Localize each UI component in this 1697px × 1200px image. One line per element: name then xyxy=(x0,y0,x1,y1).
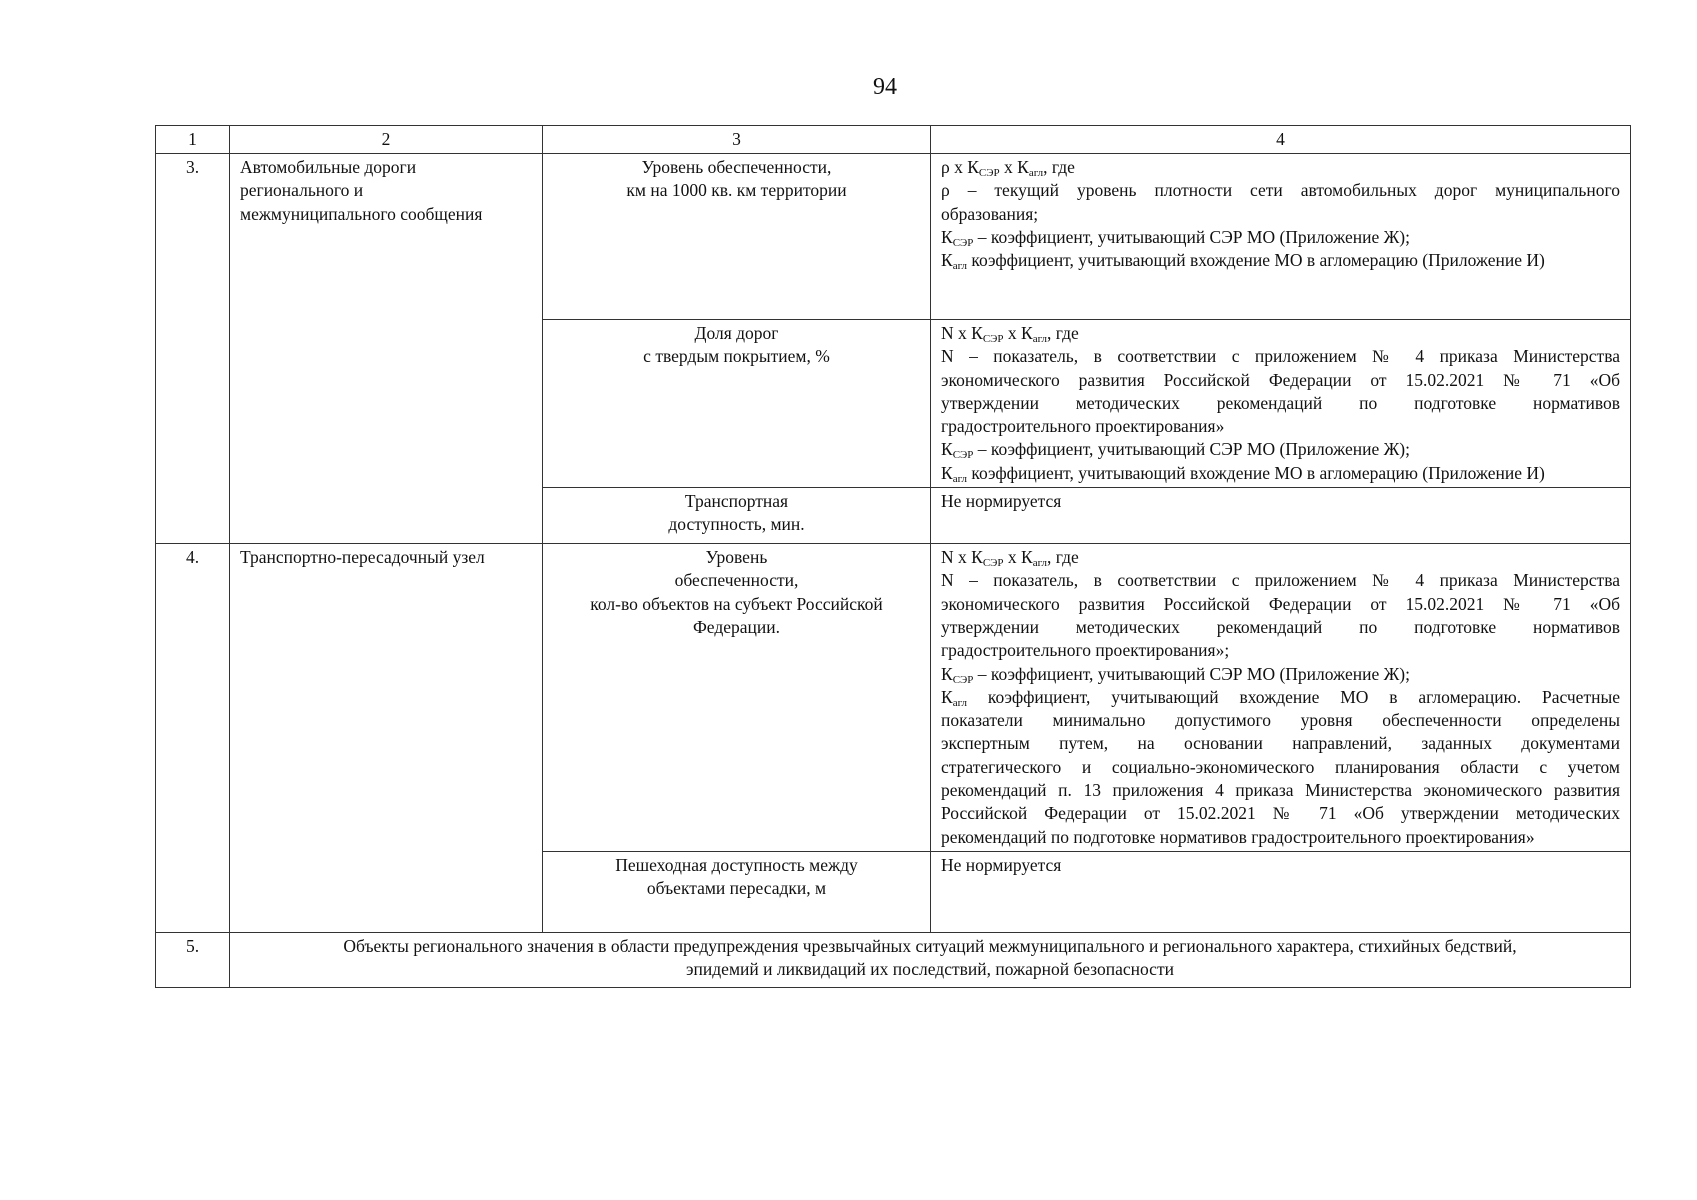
description-line: утверждении методических рекомендаций по подготовке нормативов xyxy=(941,616,1620,637)
description-line: образования; xyxy=(941,203,1039,224)
formula-line: N x $К_{СЭР}$ x $К_{агл}$, где xyxy=(941,547,1079,570)
indicator-line: обеспеченности, xyxy=(674,570,799,591)
ksep-line: $К_{СЭР}$ – коэффициент, учитывающий СЭР МО (Приложение Ж); xyxy=(941,663,1410,686)
section-title-line: Объекты регионального значения в области предупреждения чрезвычайных ситуаций межмуниципального и регионального характера, стихийных бедствий, xyxy=(343,935,1517,956)
section-title-line: эпидемий и ликвидаций их последствий, пожарной безопасности xyxy=(686,959,1174,980)
description-line: показатели минимально допустимого уровня обеспеченности определены xyxy=(941,710,1620,731)
table-row xyxy=(156,932,1631,987)
indicator-line: Федерации. xyxy=(692,616,781,637)
indicator-cell xyxy=(543,851,931,932)
indicator-line: Доля дорог xyxy=(694,323,779,343)
description-line: N – показатель, в соответствии с приложением № 4 приказа Министерства xyxy=(941,346,1620,367)
description-line: утверждении методических рекомендаций по подготовке нормативов xyxy=(941,392,1620,413)
indicator-cell xyxy=(543,544,931,852)
table-row xyxy=(156,154,1631,320)
regional-objects-table xyxy=(155,125,1631,988)
ksep-line: $К_{СЭР}$ – коэффициент, учитывающий СЭР МО (Приложение Ж); xyxy=(941,226,1410,249)
table-header-row xyxy=(156,126,1631,154)
indicator-line: км на 1000 кв. км территории xyxy=(626,180,847,201)
formula-line: N x $К_{СЭР}$ x $К_{агл}$, где xyxy=(941,323,1079,345)
description-line: стратегического и социально-экономического планирования области с учетом xyxy=(941,756,1620,777)
kagl-line: $К_{агл}$ коэффициент, учитывающий вхождение МО в агломерацию (Приложение И) xyxy=(941,250,1545,273)
indicator-line: объектами пересадки, м xyxy=(646,878,827,899)
description-line: градостроительного проектирования» xyxy=(941,416,1225,437)
header-col-3: 3 xyxy=(543,126,931,154)
description-line: рекомендаций п. 13 приложения 4 приказа Министерства экономического развития xyxy=(941,780,1620,801)
formula-line: ρ x $К_{СЭР}$ x $К_{агл}$, где xyxy=(941,157,1075,179)
formula-cell xyxy=(931,154,1631,320)
value-cell: Не нормируется xyxy=(931,488,1631,544)
description-line: экономического развития Российской Федерации от 15.02.2021 № 71 «Об xyxy=(941,593,1620,614)
description-line: экономического развития Российской Федерации от 15.02.2021 № 71 «Об xyxy=(941,369,1620,390)
indicator-line: доступность, мин. xyxy=(668,514,805,535)
indicator-cell xyxy=(543,320,931,488)
indicator-cell xyxy=(543,154,931,320)
description-line: рекомендаций по подготовке нормативов градостроительного проектирования» xyxy=(941,826,1535,847)
row-number: 4. xyxy=(156,544,230,933)
formula-cell xyxy=(931,320,1631,488)
kagl-line: $К_{агл}$ коэффициент, учитывающий вхождение МО в агломерацию (Приложение И) xyxy=(941,462,1545,485)
table-row xyxy=(156,544,1631,852)
indicator-line: Уровень xyxy=(705,547,768,568)
indicator-line: Уровень обеспеченности, xyxy=(641,157,832,177)
value-cell: Не нормируется xyxy=(931,851,1631,932)
object-name-line: Автомобильные дороги xyxy=(240,157,417,177)
object-name-cell xyxy=(230,154,543,544)
object-name-line: регионального и xyxy=(240,180,364,201)
header-col-1: 1 xyxy=(156,126,230,154)
description-line: N – показатель, в соответствии с приложением № 4 приказа Министерства xyxy=(941,570,1620,591)
section-title-cell xyxy=(230,932,1631,987)
page-number: 94 xyxy=(873,74,897,100)
indicator-line: Транспортная xyxy=(684,491,789,512)
object-name-line: Транспортно-пересадочный узел xyxy=(240,547,485,568)
indicator-line: с твердым покрытием, % xyxy=(643,346,830,367)
header-col-2: 2 xyxy=(230,126,543,154)
indicator-line: кол-во объектов на субъект Российской xyxy=(590,593,883,614)
description-line: Российской Федерации от 15.02.2021 № 71 «Об утверждении методических xyxy=(941,803,1620,824)
row-number: 3. xyxy=(156,154,230,544)
ksep-line: $К_{СЭР}$ – коэффициент, учитывающий СЭР МО (Приложение Ж); xyxy=(941,439,1410,462)
row-number: 5. xyxy=(156,932,230,987)
description-line: градостроительного проектирования»; xyxy=(941,640,1230,661)
description-line: ρ – текущий уровень плотности сети автомобильных дорог муниципального xyxy=(941,180,1620,201)
indicator-cell xyxy=(543,488,931,544)
description-line: экспертным путем, на основании направлений, заданных документами xyxy=(941,733,1620,754)
object-name-line: межмуниципального сообщения xyxy=(240,203,483,224)
indicator-line: Пешеходная доступность между xyxy=(615,854,858,875)
formula-cell xyxy=(931,544,1631,852)
header-col-4: 4 xyxy=(931,126,1631,154)
object-name-cell xyxy=(230,544,543,933)
kagl-line: $К_{агл}$ коэффициент, учитывающий вхождение МО в агломерацию. Расчетные xyxy=(941,686,1620,709)
